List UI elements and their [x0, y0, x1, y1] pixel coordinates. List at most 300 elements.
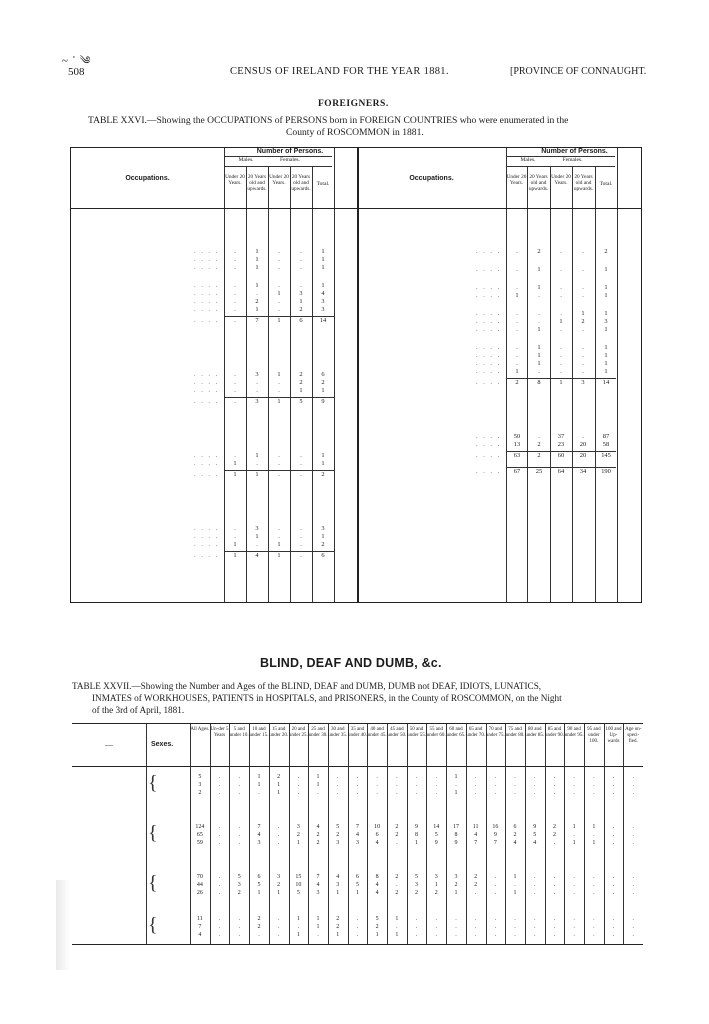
- table-cell: .: [632, 890, 634, 896]
- under-20-header: Under 20 Years.: [225, 174, 245, 186]
- table-cell: .: [560, 326, 562, 333]
- table-cell: .: [455, 932, 457, 938]
- table-cell: .: [573, 924, 575, 930]
- brace-mark: {: [148, 822, 158, 844]
- age-column-header: 75 and under 80.: [505, 727, 525, 738]
- scribble-mark: ~ ་ ༄: [62, 55, 92, 67]
- table-cell: .: [300, 452, 302, 459]
- table-cell: 1: [592, 824, 596, 830]
- table-cell: .: [376, 790, 378, 796]
- table-cell: 1: [454, 790, 458, 796]
- age-column-header: 10 and under 15.: [249, 727, 269, 738]
- table-cell: .: [415, 790, 418, 796]
- table-cell: 7: [316, 874, 320, 880]
- table-cell: .: [593, 924, 595, 930]
- table-cell: .: [218, 790, 221, 796]
- table-cell: .: [553, 916, 556, 922]
- table-cell: 1: [592, 840, 596, 846]
- table-cell: .: [278, 298, 280, 305]
- table-cell: 14: [433, 824, 440, 830]
- table-cell: .: [356, 924, 359, 930]
- table-cell: .: [533, 874, 536, 880]
- table-cell: .: [514, 916, 516, 922]
- table-cell: .: [256, 460, 258, 467]
- table-cell: .: [516, 266, 518, 273]
- table-cell: .: [256, 290, 258, 297]
- age-column-header: 20 and under 25.: [288, 727, 308, 738]
- dash-header: —: [105, 740, 113, 749]
- table-cell: .: [632, 832, 634, 838]
- table-cell: 1: [537, 266, 541, 273]
- table-cell: .: [593, 782, 595, 788]
- table-cell: .: [538, 318, 540, 325]
- age-column-header: 5 and under 10.: [229, 727, 249, 738]
- table-cell: .: [234, 398, 236, 405]
- table-cell: 1: [233, 460, 237, 467]
- table-cell: .: [455, 782, 457, 788]
- table-cell: .: [612, 840, 615, 846]
- leader-dots: . . . .: [194, 452, 220, 459]
- table-cell: .: [593, 916, 595, 922]
- table-cell: .: [234, 371, 236, 378]
- table-cell: 14: [602, 379, 610, 386]
- table-cell: 2: [552, 824, 556, 830]
- age-column-header: 85 and under 90.: [544, 727, 564, 738]
- table-cell: 1: [316, 774, 320, 780]
- leader-dots: . . . .: [476, 292, 502, 299]
- table-cell: .: [238, 916, 240, 922]
- table-cell: 1: [604, 266, 608, 273]
- table-cell: .: [256, 541, 258, 548]
- table-cell: 4: [316, 882, 320, 888]
- table-cell: .: [278, 282, 280, 289]
- table-cell: 5: [257, 882, 261, 888]
- table-cell: 1: [257, 782, 261, 788]
- table-cell: 7: [257, 824, 261, 830]
- table-cell: .: [415, 916, 418, 922]
- leader-dots: . . . .: [194, 471, 220, 478]
- table-cell: 1: [233, 471, 237, 478]
- table-cell: .: [415, 782, 418, 788]
- table-cell: 1: [604, 352, 608, 359]
- table-cell: .: [435, 782, 437, 788]
- table-cell: 2: [257, 916, 261, 922]
- table-cell: .: [300, 264, 302, 271]
- table-cell: .: [238, 824, 240, 830]
- table-cell: .: [300, 533, 302, 540]
- table-cell: .: [277, 832, 280, 838]
- table-cell: .: [278, 379, 280, 386]
- table-cell: 58: [602, 441, 610, 448]
- table-cell: 1: [375, 932, 379, 938]
- table-cell: 9: [321, 398, 325, 405]
- table-cell: .: [582, 360, 584, 367]
- table-cell: .: [218, 890, 221, 896]
- table-cell: 4: [375, 840, 379, 846]
- males-header: Males.: [238, 157, 254, 163]
- leader-dots: . . . .: [476, 266, 502, 273]
- table-cell: 1: [316, 916, 320, 922]
- leader-dots: . . . .: [476, 344, 502, 351]
- table-cell: .: [435, 790, 437, 796]
- table-cell: .: [538, 433, 540, 440]
- table-cell: .: [218, 932, 221, 938]
- table-cell: 5: [375, 916, 379, 922]
- table-cell: 2: [336, 924, 340, 930]
- table-cell: .: [533, 782, 536, 788]
- table-cell: .: [573, 790, 575, 796]
- table-cell: 11: [472, 824, 479, 830]
- table-cell: 1: [255, 282, 259, 289]
- table-cell: .: [356, 782, 359, 788]
- table-cell: .: [474, 932, 477, 938]
- table-cell: 2: [515, 379, 519, 386]
- table-cell: 1: [604, 368, 608, 375]
- table-cell: 8: [537, 379, 541, 386]
- table-cell: .: [474, 924, 477, 930]
- table-cell: 1: [559, 379, 563, 386]
- table-cell: .: [238, 774, 240, 780]
- table-cell: 1: [515, 292, 519, 299]
- table-cell: 1: [604, 292, 608, 299]
- table-cell: .: [234, 290, 236, 297]
- table-cell: .: [553, 890, 556, 896]
- leader-dots: . . . .: [194, 306, 220, 313]
- table-cell: .: [278, 460, 280, 467]
- table-cell: 9: [533, 824, 537, 830]
- table-cell: .: [278, 452, 280, 459]
- table-cell: .: [396, 774, 398, 780]
- males-header: Males.: [520, 157, 536, 163]
- table-cell: 2: [277, 882, 281, 888]
- table-cell: 3: [296, 824, 300, 830]
- table-cell: 1: [321, 256, 325, 263]
- table-cell: 1: [277, 398, 281, 405]
- table-cell: .: [376, 774, 378, 780]
- table-cell: 1: [257, 774, 261, 780]
- table-cell: 4: [255, 552, 259, 559]
- table-cell: .: [560, 310, 562, 317]
- age-column-header: 70 and under 75.: [485, 727, 505, 738]
- table-cell: 1: [336, 932, 340, 938]
- table-cell: 1: [255, 471, 259, 478]
- age-column-header: All Ages.: [190, 727, 210, 732]
- table-cell: 1: [515, 368, 519, 375]
- table-cell: .: [278, 256, 280, 263]
- table-cell: 65: [196, 832, 203, 838]
- table-cell: .: [632, 782, 634, 788]
- table-cell: 10: [374, 824, 381, 830]
- table-cell: 14: [319, 317, 327, 324]
- table-cell: .: [396, 840, 398, 846]
- table-cell: 1: [604, 360, 608, 367]
- table-cell: 3: [336, 882, 340, 888]
- age-column-header: Age un-speci-fied.: [625, 727, 642, 744]
- table-cell: 6: [321, 552, 325, 559]
- table-cell: 1: [415, 840, 419, 846]
- table-cell: 1: [513, 874, 517, 880]
- leader-dots: . . . .: [194, 525, 220, 532]
- table-cell: .: [560, 352, 562, 359]
- table-cell: .: [234, 379, 236, 386]
- table-cell: .: [632, 924, 634, 930]
- table-cell: 6: [257, 874, 261, 880]
- table-cell: 3: [321, 298, 325, 305]
- leader-dots: . . . .: [194, 298, 220, 305]
- leader-dots: . . . .: [194, 264, 220, 271]
- table-cell: .: [533, 882, 536, 888]
- table-cell: 1: [336, 890, 340, 896]
- table-cell: 3: [454, 874, 458, 880]
- table-cell: .: [234, 452, 236, 459]
- leader-dots: . . . .: [476, 360, 502, 367]
- table-cell: .: [238, 840, 240, 846]
- table-cell: .: [356, 932, 359, 938]
- age-column-header: 65 and under 70.: [466, 727, 486, 738]
- table-cell: .: [573, 774, 575, 780]
- table-cell: 7: [255, 317, 259, 324]
- table-cell: .: [612, 916, 615, 922]
- table-cell: .: [516, 352, 518, 359]
- table-cell: 190: [601, 468, 611, 475]
- table-cell: .: [612, 782, 615, 788]
- over-20-header: 20 Years old and upwards.: [573, 174, 594, 192]
- table-cell: .: [538, 310, 540, 317]
- table-cell: 4: [316, 824, 320, 830]
- table-cell: .: [376, 782, 378, 788]
- table-cell: 5: [533, 832, 537, 838]
- table-cell: 3: [237, 882, 241, 888]
- leader-dots: . . . .: [194, 317, 220, 324]
- table-cell: 1: [559, 318, 563, 325]
- table-cell: 4: [513, 840, 517, 846]
- table-cell: .: [573, 916, 575, 922]
- table-cell: 3: [581, 379, 585, 386]
- table-cell: .: [553, 774, 556, 780]
- table-cell: 11: [196, 916, 203, 922]
- table-cell: .: [278, 387, 280, 394]
- table-cell: 1: [277, 782, 281, 788]
- age-column-header: 30 and under 35.: [328, 727, 348, 738]
- table-cell: .: [582, 352, 584, 359]
- table-cell: 1: [316, 924, 320, 930]
- table-cell: 5: [299, 398, 303, 405]
- table-cell: .: [234, 298, 236, 305]
- table-cell: .: [238, 782, 240, 788]
- table-cell: 1: [277, 290, 281, 297]
- table27-title-line1: TABLE XXVII.—Showing the Number and Ages of the BLIND, DEAF and DUMB, DUMB not DEAF, IDIOTS, LUNATICS,: [72, 681, 542, 691]
- table-cell: 5: [434, 832, 438, 838]
- table-cell: .: [494, 932, 497, 938]
- table-cell: .: [533, 916, 536, 922]
- table-cell: 15: [295, 874, 302, 880]
- table-cell: .: [356, 774, 359, 780]
- females-header: Females.: [279, 157, 301, 163]
- leader-dots: . . . .: [194, 248, 220, 255]
- table-cell: .: [297, 774, 300, 780]
- table-cell: .: [632, 790, 634, 796]
- table-cell: 7: [474, 840, 478, 846]
- table-cell: .: [632, 824, 634, 830]
- table-cell: .: [435, 924, 437, 930]
- table-cell: .: [435, 774, 437, 780]
- table-cell: .: [533, 890, 536, 896]
- table-cell: 1: [537, 344, 541, 351]
- leader-dots: . . . .: [194, 282, 220, 289]
- table-cell: .: [494, 790, 497, 796]
- table-cell: 2: [474, 882, 478, 888]
- table-cell: 9: [493, 832, 497, 838]
- table-cell: 1: [604, 326, 608, 333]
- table-cell: 2: [454, 882, 458, 888]
- table-cell: 7: [355, 824, 359, 830]
- table-cell: .: [514, 924, 516, 930]
- leader-dots: . . . .: [194, 290, 220, 297]
- table-cell: 2: [299, 306, 303, 313]
- table-cell: 1: [604, 344, 608, 351]
- table-cell: 2: [395, 824, 399, 830]
- table-cell: .: [612, 924, 615, 930]
- leader-dots: . . . .: [194, 533, 220, 540]
- table-cell: 59: [196, 840, 203, 846]
- table-cell: .: [553, 840, 556, 846]
- age-column-header: 55 and under 60.: [426, 727, 446, 738]
- table-cell: .: [234, 282, 236, 289]
- table-cell: .: [553, 790, 556, 796]
- table-cell: 1: [604, 284, 608, 291]
- leader-dots: . . . .: [476, 441, 502, 448]
- table-cell: 2: [321, 379, 325, 386]
- table-cell: 3: [299, 290, 303, 297]
- over-20-header: 20 Years old and upwards.: [247, 174, 267, 192]
- table-cell: .: [573, 882, 575, 888]
- leader-dots: . . . .: [476, 284, 502, 291]
- leader-dots: . . . .: [194, 256, 220, 263]
- table-cell: 2: [316, 840, 320, 846]
- table-cell: .: [455, 916, 457, 922]
- table-cell: .: [612, 890, 615, 896]
- table-cell: .: [336, 774, 339, 780]
- table-cell: 3: [255, 525, 259, 532]
- number-of-persons-header-left: Number of Persons.: [256, 148, 324, 155]
- females-header: Females.: [562, 157, 583, 163]
- table-cell: 1: [257, 890, 261, 896]
- table-cell: 2: [277, 774, 281, 780]
- table-cell: .: [336, 782, 339, 788]
- table-cell: .: [516, 326, 518, 333]
- table-26-foreign-occupations: [70, 147, 642, 603]
- leader-dots: . . . .: [476, 352, 502, 359]
- table-cell: 3: [434, 874, 438, 880]
- table-cell: .: [234, 533, 236, 540]
- table-cell: .: [277, 840, 280, 846]
- table27-title-line3: of the 3rd of April, 1881.: [92, 705, 185, 715]
- table-cell: .: [238, 932, 240, 938]
- table-cell: .: [317, 932, 319, 938]
- table-cell: 2: [537, 248, 541, 255]
- table-cell: .: [238, 832, 240, 838]
- table-cell: 3: [316, 890, 320, 896]
- table-cell: 4: [375, 890, 379, 896]
- table-cell: .: [612, 824, 615, 830]
- table-cell: 6: [321, 371, 325, 378]
- table-cell: 5: [336, 824, 340, 830]
- table-cell: 1: [296, 932, 300, 938]
- table-cell: .: [277, 932, 280, 938]
- table-cell: .: [396, 782, 398, 788]
- table27-title-line2: INMATES of WORKHOUSES, PATIENTS in HOSPITALS, and PRISONERS, in the County of ROSCOMMON, on the Night: [92, 693, 562, 703]
- table-cell: .: [396, 790, 398, 796]
- table-cell: 1: [537, 360, 541, 367]
- table-cell: .: [514, 932, 516, 938]
- brace-mark: {: [148, 772, 158, 794]
- table-cell: .: [435, 932, 437, 938]
- table-cell: .: [234, 525, 236, 532]
- over-20-header: 20 Years old and upwards.: [291, 174, 311, 192]
- table-cell: .: [632, 916, 634, 922]
- table-cell: .: [514, 790, 516, 796]
- table-cell: .: [533, 924, 536, 930]
- table-cell: 4: [198, 932, 202, 938]
- table-cell: .: [516, 248, 518, 255]
- table-cell: 1: [321, 460, 325, 467]
- table-cell: .: [582, 344, 584, 351]
- table-cell: 124: [195, 824, 205, 830]
- table-cell: .: [396, 924, 398, 930]
- table-cell: 3: [415, 882, 419, 888]
- table-cell: 1: [277, 371, 281, 378]
- table-cell: 1: [572, 840, 576, 846]
- running-title: CENSUS OF IRELAND FOR THE YEAR 1881.: [230, 66, 449, 77]
- leader-dots: . . . .: [194, 460, 220, 467]
- table-cell: .: [278, 248, 280, 255]
- table-cell: .: [300, 282, 302, 289]
- table-cell: .: [300, 541, 302, 548]
- table-cell: 23: [557, 441, 565, 448]
- table-cell: 4: [336, 874, 340, 880]
- table-cell: 4: [257, 832, 261, 838]
- table-cell: .: [474, 916, 477, 922]
- table-cell: 16: [492, 824, 499, 830]
- table-cell: 4: [474, 832, 478, 838]
- table-cell: .: [277, 916, 280, 922]
- table-cell: .: [533, 790, 536, 796]
- table-cell: .: [593, 832, 595, 838]
- table-cell: .: [593, 890, 595, 896]
- table-27-blind-deaf-dumb: [72, 723, 643, 945]
- table-cell: 2: [316, 832, 320, 838]
- table-cell: 5: [237, 874, 241, 880]
- table-cell: .: [560, 266, 562, 273]
- table-cell: 2: [375, 924, 379, 930]
- table-cell: .: [514, 782, 516, 788]
- table-cell: 1: [296, 916, 300, 922]
- table-cell: .: [300, 256, 302, 263]
- total-header: Total.: [316, 181, 330, 187]
- table-cell: .: [238, 790, 240, 796]
- leader-dots: . . . .: [476, 468, 502, 475]
- table-cell: 2: [537, 452, 541, 459]
- table-cell: .: [582, 433, 584, 440]
- table-cell: 1: [454, 774, 458, 780]
- table-cell: 6: [375, 832, 379, 838]
- table-cell: 4: [375, 882, 379, 888]
- table-cell: .: [516, 310, 518, 317]
- table-cell: .: [632, 774, 634, 780]
- table-cell: 2: [434, 890, 438, 896]
- table-cell: 1: [581, 310, 585, 317]
- table-cell: .: [218, 832, 221, 838]
